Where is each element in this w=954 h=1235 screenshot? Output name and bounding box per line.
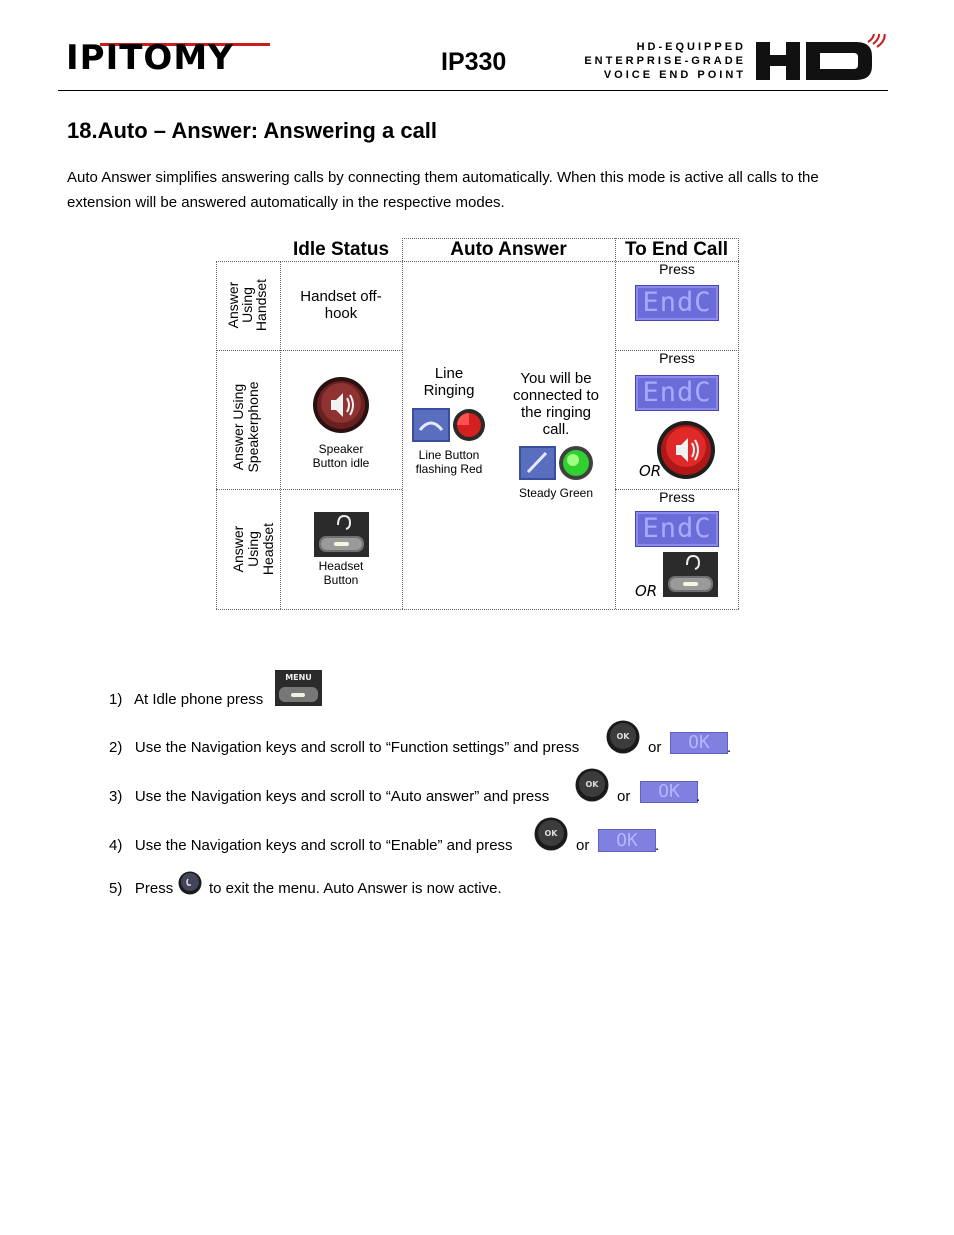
line-button-red-icon [412,408,487,442]
period: . [655,837,660,854]
step-number: 5) [109,880,123,897]
speaker-button-caption: Speaker Button idle [312,442,370,470]
step-text: At Idle phone press [134,691,264,708]
period: . [696,788,701,805]
grid-line [216,261,217,609]
step-number: 3) [109,788,123,805]
period: . [727,739,732,756]
grid-line [738,238,739,609]
step-number: 1) [109,691,123,708]
endc-softkey[interactable]: EndC [635,511,719,547]
headset-button-caption: Headset Button [318,559,364,587]
or-text: or [576,837,590,854]
or-label: OR [635,582,658,600]
endc-softkey[interactable]: EndC [635,375,719,411]
speaker-button-active-icon[interactable] [656,421,716,479]
or-text: or [648,739,662,756]
logo-text: IPITOMY [66,38,234,78]
ok-softkey[interactable]: OK [640,781,698,803]
row-label-text: Answer Using Handset [225,278,269,332]
step-3 [109,787,549,807]
grid-line [280,261,281,609]
line-button-caption: Line Button flashing Red [415,448,483,476]
step-5-text-after: to exit the menu. Auto Answer is now active. [209,880,502,897]
row-label-handset [225,261,269,349]
row-label-text: Answer Using Headset [230,522,276,576]
grid-line [402,238,403,609]
header-idle-status: Idle Status [292,239,390,260]
step-text: Use the Navigation keys and scroll to “Enable” and press [134,837,513,854]
headset-button-icon[interactable] [663,552,718,597]
speaker-button-icon [312,376,370,434]
hd-logo-graphic [756,34,890,84]
headset-button-icon [314,512,369,557]
grid-line [216,609,739,610]
step-5 [109,879,173,899]
menu-key-icon[interactable] [275,670,322,706]
header-auto-answer: Auto Answer [450,239,567,260]
step-4 [109,836,513,856]
connected-text: You will be connected to the ringing call. [513,370,599,438]
grid-line [615,238,616,609]
ok-key-icon[interactable] [534,817,568,851]
row-label-text: Answer Using Speakerphone [230,381,261,473]
step-text: Press [134,880,174,897]
idle-handset-text: Handset off-hook [300,288,382,322]
ok-key-label: OK [544,829,558,838]
grid-line [216,350,402,351]
ok-key-label: OK [585,780,599,789]
ok-softkey[interactable]: OK [670,732,728,754]
model-name: IP330 [441,48,507,76]
ipitomy-logo [66,34,270,78]
step-text: Use the Navigation keys and scroll to “Auto answer” and press [134,788,550,805]
auto-answer-diagram [216,238,739,610]
step-number: 4) [109,837,123,854]
endc-softkey[interactable]: EndC [635,285,719,321]
header-to-end-call: To End Call [624,239,729,260]
or-text: or [617,788,631,805]
steady-green-caption: Steady Green [518,486,594,500]
ok-key-label: OK [616,732,630,741]
step-2 [109,738,579,758]
ok-key-icon[interactable] [575,768,609,802]
tagline-line: ENTERPRISE-GRADE [584,55,746,67]
line-button-green-icon [519,445,595,481]
ok-softkey[interactable]: OK [598,829,656,852]
step-text: Use the Navigation keys and scroll to “Function settings” and press [134,739,580,756]
press-label-speaker: Press [659,350,695,366]
or-label: OR [639,462,662,480]
ok-key-icon[interactable] [606,720,640,754]
end-key-icon[interactable] [178,871,202,895]
intro-paragraph: Auto Answer simplifies answering calls by connecting them automatically. When this mode is active all calls to the extension will be answered automatically in the respective modes. [67,169,819,211]
row-label-speakerphone [231,353,265,501]
tagline-line: HD-EQUIPPED [636,41,746,53]
tagline [570,40,746,82]
press-label-handset: Press [659,261,695,277]
menu-key-label: MENU [285,673,312,682]
header-rule [58,90,888,91]
step-1 [109,690,263,710]
line-ringing-text: Line Ringing [423,365,475,399]
step-number: 2) [109,739,123,756]
row-label-headset [230,490,276,608]
section-title: 18.Auto – Answer: Answering a call [67,118,438,143]
tagline-line: VOICE END POINT [603,69,746,81]
hd-logo [756,34,890,84]
press-label-headset: Press [659,489,695,505]
